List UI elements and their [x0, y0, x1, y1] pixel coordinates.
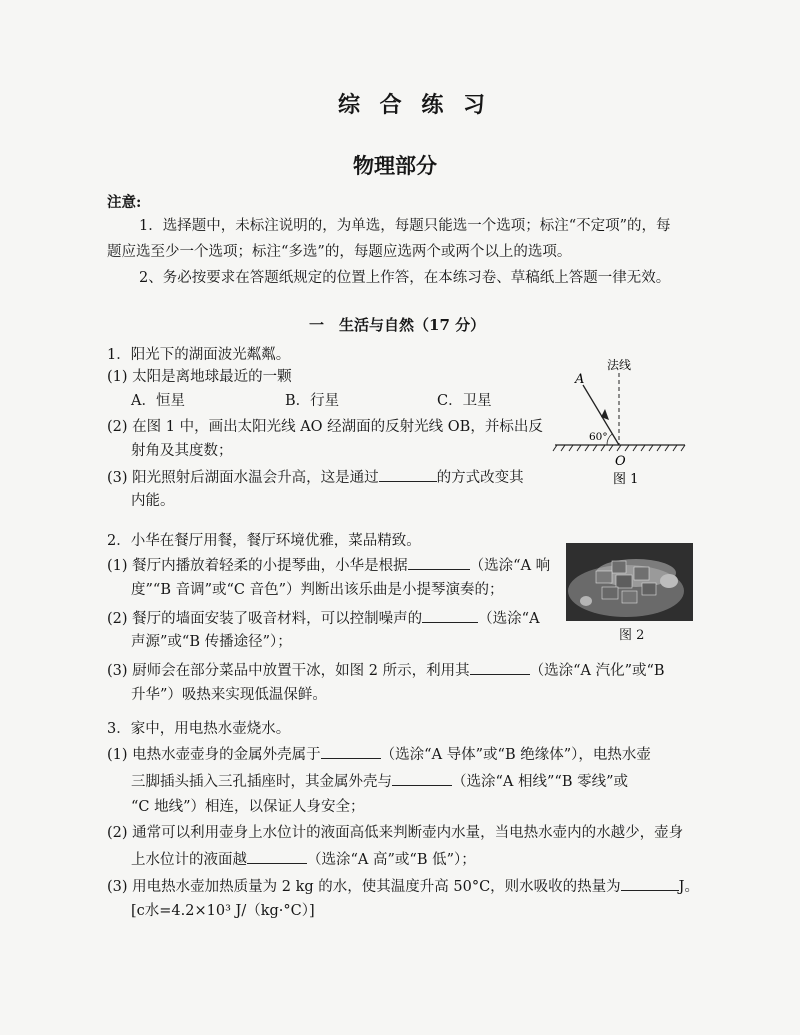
q2-part3-pre: (3) 厨师会在部分菜品中放置干冰，如图 2 所示，利用其 [107, 663, 470, 679]
figure-2-photo [566, 543, 693, 621]
answer-blank[interactable] [621, 876, 679, 891]
answer-blank[interactable] [247, 849, 307, 864]
figure-2-caption: 图 2 [619, 628, 645, 643]
q1-part2-line2: 射角及其度数； [131, 443, 233, 459]
notice-label: 注意: [107, 194, 142, 211]
answer-blank[interactable] [422, 608, 478, 623]
q3-part1b-post: （选涂“A 相线”“B 零线”或 [452, 774, 628, 790]
q1-part3-line1 [107, 467, 524, 488]
point-label: O [615, 454, 626, 469]
dry-ice-image [566, 543, 693, 621]
q1-part2-line1: (2) 在图 1 中，画出太阳光线 AO 经湖面的反射光线 OB，并标出反 [107, 419, 543, 435]
q3-part1b-pre: 三脚插头插入三孔插座时，其金属外壳与 [131, 774, 392, 790]
q3-part2-pre: 上水位计的液面越 [131, 852, 247, 868]
angle-arc [607, 434, 612, 445]
q2-part1-post: （选涂“A 响 [469, 558, 551, 574]
q2-part1-line1 [107, 555, 550, 576]
q3-part1-post: （选涂“A 导体”或“B 绝缘体”），电热水壶 [380, 747, 651, 763]
answer-blank[interactable] [321, 744, 381, 759]
q3-part2-line1: (2) 通常可以利用壶身上水位计的液面高低来判断壶内水量，当电热水壶内的水越少，壶身 [107, 825, 684, 841]
answer-blank[interactable] [392, 771, 452, 786]
q3-part2-line2 [131, 849, 476, 870]
page-subtitle: 物理部分 [353, 153, 437, 178]
q2-part3-line1 [107, 660, 665, 681]
q3-part1-line3: “C 地线”）相连，以保证人身安全； [131, 799, 365, 815]
q2-stem: 2．小华在餐厅用餐，餐厅环境优雅，菜品精致。 [107, 533, 421, 549]
ray-label: A [575, 372, 585, 387]
q3-part3-line1 [107, 876, 699, 897]
q1-part3-line2: 内能。 [131, 493, 175, 509]
q2-part1-pre: (1) 餐厅内播放着轻柔的小提琴曲，小华是根据 [107, 558, 408, 574]
q3-part1-line2 [131, 771, 628, 792]
normal-label: 法线 [607, 358, 632, 372]
figure-1-caption: 图 1 [613, 472, 639, 487]
q2-part1-line2: 度”“B 音调”或“C 音色”）判断出该乐曲是小提琴演奏的； [131, 582, 504, 598]
q1-part3-post: 的方式改变其 [436, 470, 524, 486]
section-title: 一 生活与自然（17 分） [309, 316, 486, 334]
q2-part2-line1 [107, 608, 540, 629]
page-title: 综 合 练 习 [338, 92, 491, 118]
answer-blank[interactable] [379, 467, 437, 482]
q3-part1-line1 [107, 744, 651, 765]
q1-option-c: C．卫星 [437, 393, 492, 409]
q3-part2-post: （选涂“A 高”或“B 低”）； [307, 852, 476, 868]
surface-hatching [553, 445, 685, 451]
q1-part3-pre: (3) 阳光照射后湖面水温会升高，这是通过 [107, 470, 379, 486]
q3-part3-post: J。 [678, 879, 699, 895]
q1-option-a: A．恒星 [131, 393, 185, 409]
notice-line-1: 1．选择题中，未标注说明的，为单选，每题只能选一个选项；标注“不定项”的，每 [139, 218, 671, 234]
figure-1-reflection-diagram [545, 355, 705, 490]
answer-blank[interactable] [408, 555, 470, 570]
q1-stem: 1．阳光下的湖面波光粼粼。 [107, 347, 291, 363]
q2-part2-line2: 声源”或“B 传播途径”）； [131, 634, 292, 650]
answer-blank[interactable] [470, 660, 530, 675]
notice-line-3: 2、务必按要求在答题纸规定的位置上作答，在本练习卷、草稿纸上答题一律无效。 [139, 270, 671, 286]
q2-part3-line2: 升华”）吸热来实现低温保鲜。 [131, 687, 327, 703]
angle-label: 60° [589, 431, 608, 443]
q2-part2-pre: (2) 餐厅的墙面安装了吸音材料，可以控制噪声的 [107, 611, 423, 627]
notice-line-2: 题应选至少一个选项；标注“多选”的，每题应选两个或两个以上的选项。 [107, 244, 572, 260]
q3-stem: 3．家中，用电热水壶烧水。 [107, 721, 291, 737]
q3-part3-pre: (3) 用电热水壶加热质量为 2 kg 的水，使其温度升高 50°C，则水吸收的热量为 [107, 879, 621, 895]
q2-part2-post: （选涂“A [478, 611, 540, 627]
q2-part3-post: （选涂“A 汽化”或“B [529, 663, 665, 679]
q3-part1-pre: (1) 电热水壶壶身的金属外壳属于 [107, 747, 321, 763]
q3-part3-line2: [c水=4.2×10³ J/（kg·°C）] [131, 903, 315, 919]
ray-arrow-icon [601, 409, 609, 420]
q1-part1: (1) 太阳是离地球最近的一颗 [107, 369, 292, 385]
q1-option-b: B．行星 [285, 393, 340, 409]
